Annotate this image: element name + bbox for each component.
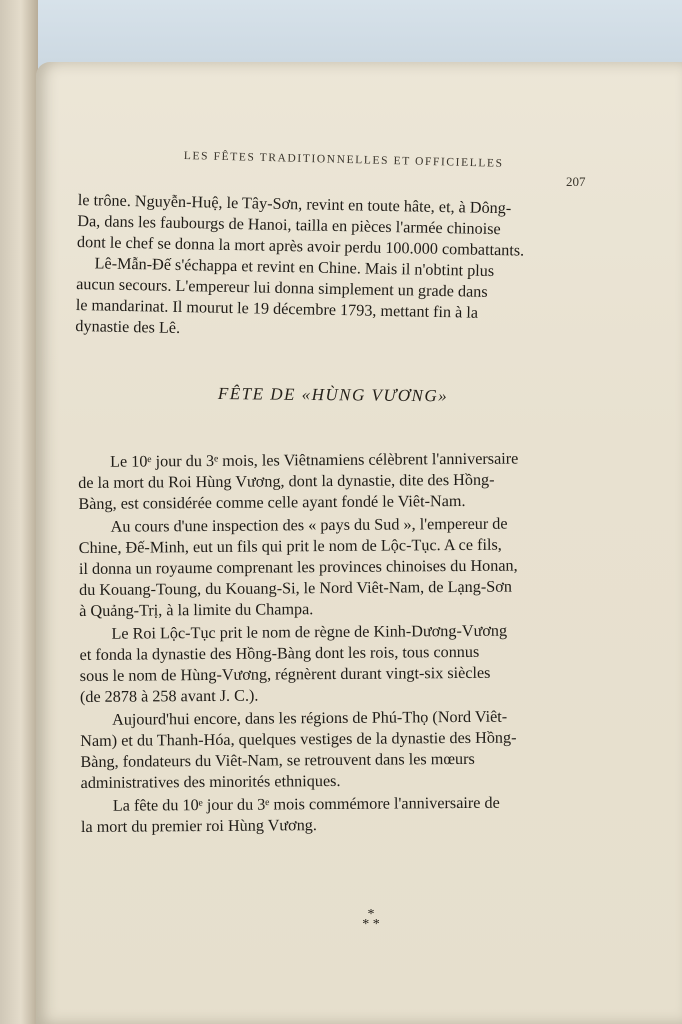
book-page (36, 62, 682, 1024)
text-line: le mandarinat. Il mourut le 19 décembre 1793, mettant fin à la (75, 295, 479, 322)
text-line: (de 2878 à 258 avant J. C.). (79, 686, 259, 706)
facing-page-edge (0, 0, 38, 1024)
text-line: sous le nom de Hùng-Vương, régnèrent durant vingt-six siècles (79, 663, 491, 685)
text-line: aucun secours. L'empereur lui donna simplement un grade dans (76, 274, 488, 301)
page-content (36, 62, 682, 1024)
text-line: Nam) et du Thanh-Hóa, quelques vestiges de la dynastie des Hồng- (80, 728, 517, 750)
text-line: et fonda la dynastie des Hồng-Bàng dont les rois, tous connus (79, 642, 480, 664)
body-text (78, 449, 521, 838)
text-line: administratives des minorités ethniques. (80, 771, 341, 792)
text-line: dont le chef se donna la mort après avoir perdu 100.000 combattants. (76, 232, 525, 260)
text-line: Bàng, est considérée comme celle ayant fondé le Viêt-Nam. (78, 491, 466, 513)
text-line: Au cours d'une inspection des « pays du Sud », l'empereur de (110, 514, 508, 536)
text-line: Le 10ᵉ jour du 3ᵉ mois, les Viêtnamiens célèbrent l'anniversaire (110, 449, 519, 471)
text-line: de la mort du Roi Hùng Vương, dont la dynastie, dite des Hồng- (78, 470, 495, 492)
text-line: à Quảng-Trị, à la limite du Champa. (79, 600, 314, 620)
text-line: Aujourd'hui encore, dans les régions de Phú-Thọ (Nord Viêt- (112, 707, 508, 729)
intro-paragraph (75, 190, 525, 346)
page-number: 207 (566, 174, 586, 189)
text-line: du Kouang-Toung, du Kouang-Si, le Nord Viêt-Nam, de Lạng-Sơn (79, 577, 512, 599)
text-line: le trône. Nguyễn-Huệ, le Tây-Sơn, revint en toute hâte, et, à Dông- (77, 190, 512, 218)
text-line: dynastie des Lê. (75, 316, 181, 337)
running-head: LES FÊTES TRADITIONNELLES ET OFFICIELLES (183, 150, 504, 170)
asterism-ornament (356, 907, 386, 932)
text-line: la mort du premier roi Hùng Vương. (80, 816, 317, 836)
ornament-text: * * * (362, 907, 380, 932)
text-line: Chine, Đế-Minh, eut un fils qui prit le nom de Lộc-Tục. A ce fils, (78, 535, 502, 557)
text-line: Le Roi Lộc-Tục prit le nom de règne de Kinh-Dương-Vương (111, 621, 508, 643)
text-line: Lê-Mẫn-Đế s'échappa et revint en Chine. Mais il n'obtint plus (94, 254, 495, 281)
section-title: FÊTE DE «HÙNG VƯƠNG» (217, 384, 449, 406)
text-line: La fête du 10ᵉ jour du 3ᵉ mois commémore l'anniversaire de (112, 793, 500, 815)
text-line: Da, dans les faubourgs de Hanoi, tailla en pièces l'armée chinoise (77, 211, 501, 239)
text-line: il donna un royaume comprenant les provinces chinoises du Honan, (78, 556, 518, 578)
text-line: Bàng, fondateurs du Viêt-Nam, se retrouvent dans les mœurs (80, 749, 475, 771)
